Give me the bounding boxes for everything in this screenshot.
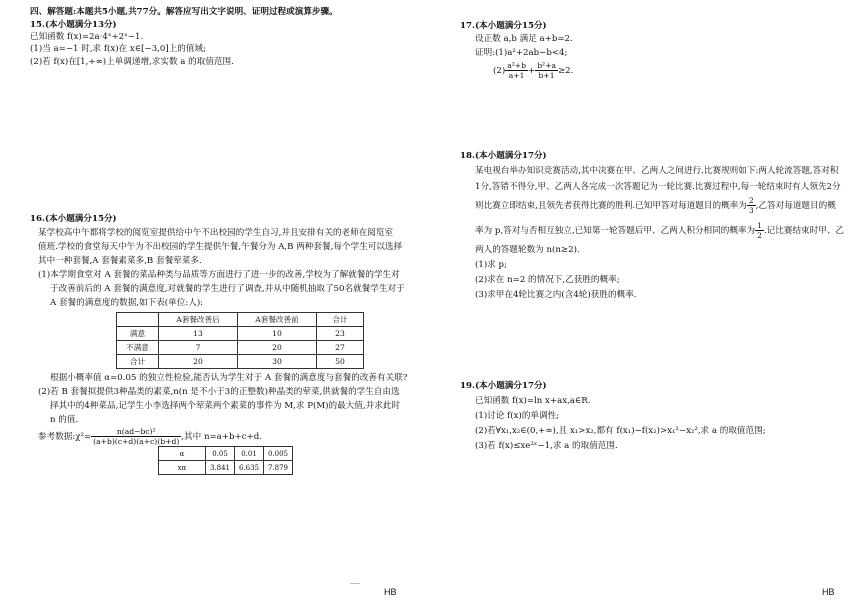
table-cell: 满意 [117,327,159,341]
fraction-denominator: (a+b)(c+d)(a+c)(b+d) [93,437,180,446]
fraction-denominator: 3 [748,206,754,215]
q16-part1-line3: A 套餐的满意度的数据,如下表(单位:人): [50,298,204,308]
q19-part1: (1)讨论 f(x)的单调性; [475,411,560,421]
table-cell: 7.879 [264,461,293,475]
table-row [117,355,364,369]
q16-intro-line2: 值班.学校的食堂每天中午为不出校园的学生提供午餐,午餐分为 A,B 两种套餐,每个学生可以选择 [38,242,403,252]
table-row [159,461,293,475]
table-cell: 合计 [117,355,159,369]
q17-title: 17.(本小题满分15分) [460,21,547,31]
table-header-cell: A套餐改善后 [159,313,238,327]
table-header-row [117,313,364,327]
table-row [159,447,293,461]
q19-title: 19.(本小题满分17分) [460,381,547,391]
table-cell: 10 [238,327,317,341]
table-cell: 3.841 [206,461,235,475]
table-cell: 30 [238,355,317,369]
table-header-cell: 合计 [317,313,364,327]
q15-part1: (1)当 a=−1 时,求 f(x)在 x∈[−3,0]上的值域; [30,44,206,54]
q18-line5: 两人的答题轮数为 n(n≥2). [475,245,580,255]
table-cell: xα [159,461,206,475]
fraction-numerator: 2 [748,196,754,205]
table-cell: 20 [159,355,238,369]
q18-line2: 1分,答错不得分,甲、乙两人各完成一次答题记为一轮比赛.比赛过程中,每一轮结束时有人领先2分 [475,182,841,192]
q17-given: 设正数 a,b 满足 a+b=2. [475,34,573,44]
q18-part2: (2)求在 n=2 的情况下,乙获胜的概率; [475,275,620,285]
fraction [535,61,558,80]
table-cell: 0.01 [235,447,264,461]
table-cell: 不满意 [117,341,159,355]
table-cell: 20 [238,341,317,355]
q16-critical-value-table [158,446,293,475]
plus-sign: + [527,66,536,76]
fraction [747,196,756,215]
q15-given: 已知函数 f(x)=2a·4ˣ+2ˣ−1. [30,32,144,42]
q16-part2-line3: n 的值. [50,415,79,425]
q18-part1: (1)求 p; [475,260,507,270]
q16-reference-formula [38,426,262,448]
q15-part2: (2)若 f(x)在[1,+∞)上单调递增,求实数 a 的取值范围. [30,57,234,67]
section-header: 四、解答题:本题共5小题,共77分。解答应写出文字说明、证明过程或演算步骤。 [30,7,338,17]
q15-title: 15.(本小题满分13分) [30,20,117,30]
footer-right-code: HB [822,587,835,597]
chi-square-fraction [91,427,181,446]
table-cell: 27 [317,341,364,355]
table-cell: 50 [317,355,364,369]
table-cell: 7 [159,341,238,355]
q18-title: 18.(本小题满分17分) [460,151,547,161]
fraction-denominator: a+1 [508,71,525,80]
q18-line3-text: 则比赛立即结束,且领先者获得比赛的胜利.已知甲答对每道题目的概率为 [475,201,747,211]
fraction [755,221,764,240]
table-row [117,341,364,355]
q18-line1: 某电视台举办知识竞赛活动,其中决赛在甲、乙两人之间进行.比赛规则如下:两人轮流答题,答对积 [475,166,839,176]
q18-line4 [475,220,844,242]
q17-part1: 证明:(1)a²+2ab−b<4; [475,48,568,58]
fraction-denominator: 2 [757,231,762,240]
table-cell: 13 [159,327,238,341]
q16-part2-line1: (2)若 B 套餐拟提供3种晶类的素菜,n(n 是不小于3的正整数)种晶类的荤菜,供就餐的学生自由选 [38,387,400,397]
q16-intro-line1: 某学校高中午都将学校的阅览室提供给中午不出校园的学生自习,并且安排有关的老师在阅览室 [38,228,394,238]
q18-line4-text: 率为 p,答对与否相互独立,已知第一轮答题后甲、乙两人积分相同的概率为 [475,226,756,236]
q16-satisfaction-table [116,312,364,369]
fraction-numerator: n(ad−bc)² [91,427,181,437]
fraction-numerator: a²+b [507,61,526,70]
q16-title: 16.(本小题满分15分) [30,214,117,224]
q18-part3: (3)求甲在4轮比赛之内(含4轮)获胜的概率. [475,290,637,300]
q19-given: 已知函数 f(x)=ln x+ax,a∈R. [475,396,591,406]
fraction [505,61,528,80]
q19-part3: (3)若 f(x)≤xe²ˣ−1,求 a 的取值范围. [475,441,618,451]
scan-mark [350,583,360,584]
inequality-tail: ≥2. [557,66,574,76]
q17-part2 [493,60,573,82]
fraction-numerator: 1 [757,221,762,230]
part-label: (2) [493,66,506,76]
table-header-cell [117,313,159,327]
table-cell: α [159,447,206,461]
table-row [117,327,364,341]
q16-part2-line2: 择其中的4种菜品,记学生小李选择两个荤菜两个素菜的事件为 M,求 P(M)的最大值,并求此时 [50,401,400,411]
reference-tail: ,其中 n=a+b+c+d. [181,432,262,442]
q16-part1-line1: (1)本学期食堂对 A 套餐的菜品种类与品质等方面进行了进一步的改善,学校为了解就餐的学生对 [38,270,400,280]
fraction-denominator: b+1 [538,71,555,80]
q16-part1-question: 根据小概率值 α=0.05 的独立性检验,能否认为学生对于 A 套餐的满意度与套餐的改善有关联? [50,373,408,383]
reference-label: 参考数据:χ²= [38,432,92,442]
q16-intro-line3: 其中一种套餐,A 套餐素菜多,B 套餐荤菜多. [38,256,202,266]
q18-line3 [475,195,836,217]
table-cell: 23 [317,327,364,341]
table-cell: 6.635 [235,461,264,475]
q19-part2: (2)若∀x₁,x₂∈(0,+∞),且 x₁>x₂,都有 f(x₁)−f(x₂)>x₁²−x₂²,求 a 的取值范围; [475,426,766,436]
q16-part1-line2: 于改善前后的 A 套餐的满意度,对就餐的学生进行了调查,并从中随机抽取了50名就餐学生对于 [50,284,405,294]
table-header-cell: A套餐改善前 [238,313,317,327]
q18-line3-tail: ,乙答对每道题目的概 [755,201,836,211]
q18-line4-tail: .记比赛结束时甲、乙 [763,226,845,236]
footer-left-code: HB [384,587,397,597]
fraction-numerator: b²+a [537,61,556,70]
table-cell: 0.05 [206,447,235,461]
table-cell: 0.005 [264,447,293,461]
